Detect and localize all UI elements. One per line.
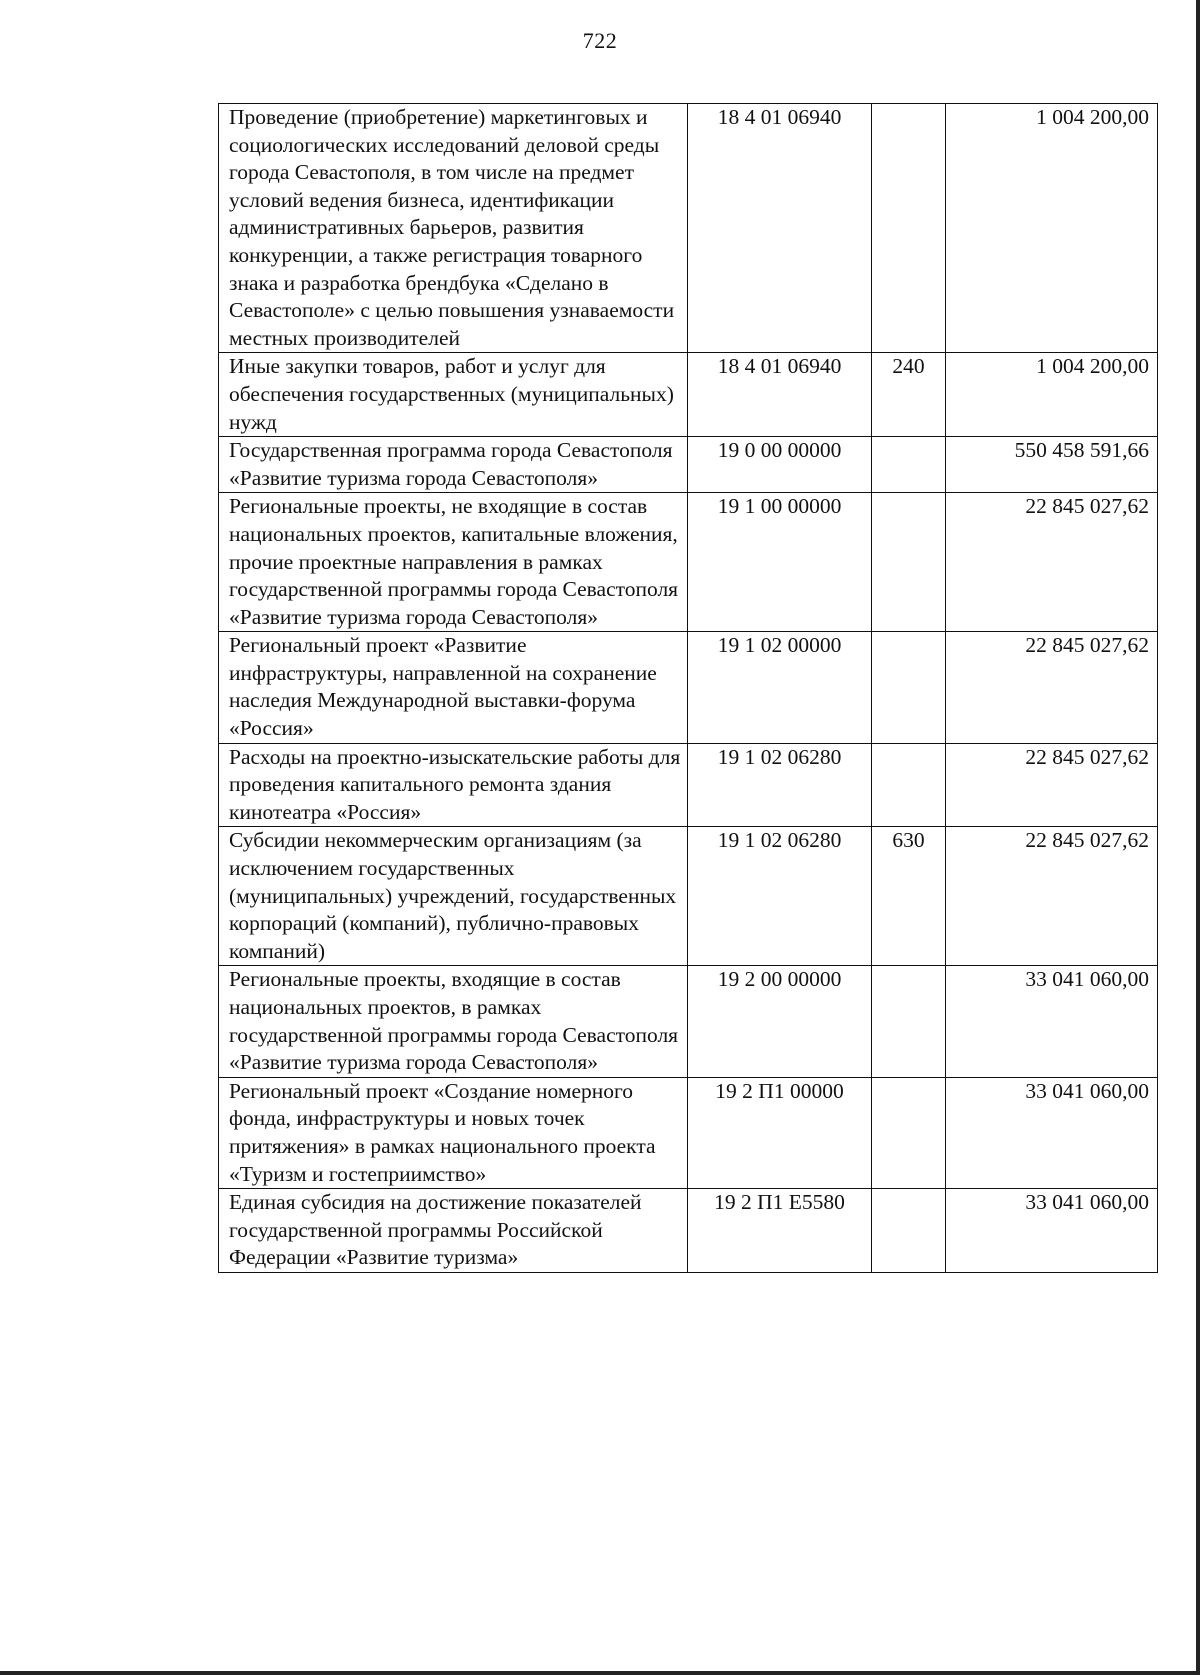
- row-type-cell: [872, 437, 946, 493]
- row-type-cell: [872, 1077, 946, 1188]
- row-code-cell: 19 0 00 00000: [688, 437, 872, 493]
- row-name-cell: Расходы на проектно-изыскательские работы для проведения капитального ремонта здания кинотеатра «Россия»: [219, 743, 688, 827]
- table-row: [219, 437, 1158, 493]
- row-sum-cell: 22 845 027,62: [946, 493, 1158, 632]
- row-code-cell: 18 4 01 06940: [688, 353, 872, 437]
- row-type-cell: [872, 632, 946, 743]
- row-sum-cell: 1 004 200,00: [946, 104, 1158, 353]
- row-sum-cell: 33 041 060,00: [946, 1077, 1158, 1188]
- row-code-cell: 19 1 02 06280: [688, 827, 872, 966]
- row-code-cell: 19 1 02 00000: [688, 632, 872, 743]
- table-row: [219, 104, 1158, 353]
- row-type-cell: [872, 1189, 946, 1273]
- row-sum-cell: 33 041 060,00: [946, 966, 1158, 1077]
- row-type-cell: [872, 104, 946, 353]
- table-row: [219, 493, 1158, 632]
- table-row: [219, 966, 1158, 1077]
- row-name-cell: Региональные проекты, входящие в состав национальных проектов, в рамках государственной программы города Севастополя «Развитие туризма города Севастополя»: [219, 966, 688, 1077]
- budget-table: [218, 103, 1158, 1273]
- table-row: [219, 632, 1158, 743]
- row-code-cell: 19 2 00 00000: [688, 966, 872, 1077]
- scan-border-right: [1196, 0, 1200, 1675]
- table-row: [219, 353, 1158, 437]
- scan-border-bottom: [0, 1671, 1200, 1675]
- row-sum-cell: 22 845 027,62: [946, 743, 1158, 827]
- row-sum-cell: 550 458 591,66: [946, 437, 1158, 493]
- row-name-cell: Региональный проект «Создание номерного фонда, инфраструктуры и новых точек притяжения» в рамках национального проекта «Туризм и гостеприимство»: [219, 1077, 688, 1188]
- row-name-cell: Региональные проекты, не входящие в состав национальных проектов, капитальные вложения, прочие проектные направления в рамках государственной программы города Севастополя «Развитие туризма города Севастополя»: [219, 493, 688, 632]
- row-type-cell: [872, 743, 946, 827]
- row-type-cell: [872, 966, 946, 1077]
- row-name-cell: Региональный проект «Развитие инфраструктуры, направленной на сохранение наследия Международной выставки-форума «Россия»: [219, 632, 688, 743]
- row-sum-cell: 22 845 027,62: [946, 632, 1158, 743]
- page-number: 722: [582, 28, 618, 53]
- row-sum-cell: 33 041 060,00: [946, 1189, 1158, 1273]
- row-name-cell: Субсидии некоммерческим организациям (за исключением государственных (муниципальных) учреждений, государственных корпораций (компаний), публично-правовых компаний): [219, 827, 688, 966]
- row-type-cell: 240: [872, 353, 946, 437]
- table-row: [219, 743, 1158, 827]
- row-name-cell: Единая субсидия на достижение показателей государственной программы Российской Федерации «Развитие туризма»: [219, 1189, 688, 1273]
- row-name-cell: Иные закупки товаров, работ и услуг для обеспечения государственных (муниципальных) нужд: [219, 353, 688, 437]
- row-name-cell: Проведение (приобретение) маркетинговых и социологических исследований деловой среды города Севастополя, в том числе на предмет условий ведения бизнеса, идентификации административных барьеров, развития конкуренции, а также регистрация товарного знака и разработка брендбука «Сделано в Севастополе» с целью повышения узнаваемости местных производителей: [219, 104, 688, 353]
- table-row: [219, 1189, 1158, 1273]
- row-type-cell: [872, 493, 946, 632]
- row-code-cell: 19 1 00 00000: [688, 493, 872, 632]
- table-row: [219, 1077, 1158, 1188]
- row-code-cell: 18 4 01 06940: [688, 104, 872, 353]
- row-code-cell: 19 2 П1 00000: [688, 1077, 872, 1188]
- table-row: [219, 827, 1158, 966]
- row-sum-cell: 1 004 200,00: [946, 353, 1158, 437]
- row-sum-cell: 22 845 027,62: [946, 827, 1158, 966]
- row-type-cell: 630: [872, 827, 946, 966]
- row-name-cell: Государственная программа города Севастополя «Развитие туризма города Севастополя»: [219, 437, 688, 493]
- row-code-cell: 19 1 02 06280: [688, 743, 872, 827]
- row-code-cell: 19 2 П1 Е5580: [688, 1189, 872, 1273]
